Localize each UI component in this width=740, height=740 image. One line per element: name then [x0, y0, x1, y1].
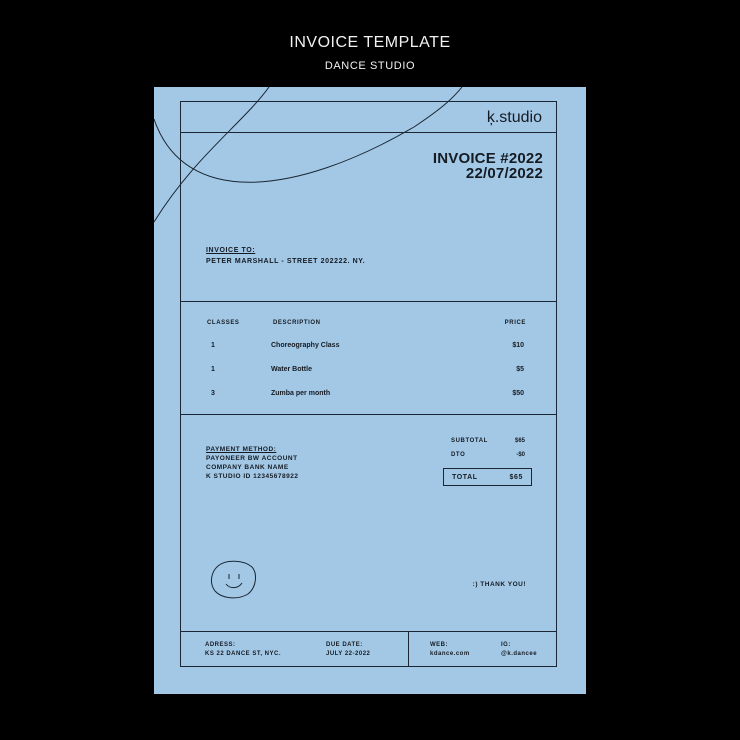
dto-value: -$0: [516, 452, 525, 458]
subtotal-label: SUBTOTAL: [451, 438, 488, 444]
table-row: [181, 342, 556, 354]
divider: [181, 132, 556, 133]
brand-logo: ķ.studio: [486, 109, 542, 126]
smiley-icon: [210, 558, 258, 600]
subtotal-value: $65: [514, 438, 525, 444]
instagram-handle[interactable]: @k.dancee: [501, 651, 538, 657]
total-box: [443, 468, 532, 486]
address-value: KS 22 DANCE ST, NYC.: [205, 651, 282, 657]
dto-label: DTO: [451, 452, 466, 458]
page-subtitle: DANCE STUDIO: [324, 60, 416, 72]
footer-divider: [408, 631, 409, 667]
item-description: Choreography Class: [271, 342, 340, 349]
divider: [181, 301, 556, 302]
web-label: WEB:: [430, 642, 448, 648]
invoice-frame: [180, 101, 557, 667]
bill-to-label: INVOICE TO:: [206, 247, 256, 254]
item-qty: 1: [211, 342, 215, 349]
instagram-label: IG:: [501, 642, 511, 648]
web-link[interactable]: kdance.com: [430, 651, 470, 657]
due-date-label: DUE DATE:: [326, 642, 363, 648]
payment-line: PAYONEER BW ACCOUNT: [206, 455, 298, 462]
invoice-sheet: [154, 87, 586, 694]
item-description: Water Bottle: [271, 366, 312, 373]
thank-you-note: :) THANK YOU!: [472, 581, 526, 588]
page-title: INVOICE TEMPLATE: [289, 34, 451, 51]
table-row: [181, 366, 556, 378]
payment-line: COMPANY BANK NAME: [206, 464, 289, 471]
bill-to-value: PETER MARSHALL - STREET 202222. NY.: [206, 258, 366, 265]
total-label: TOTAL: [452, 474, 478, 481]
payment-line: K STUDIO ID 12345678922: [206, 473, 299, 480]
table-row: [181, 390, 556, 402]
item-price: $5: [516, 366, 524, 373]
due-date-value: JULY 22-2022: [326, 651, 371, 657]
column-header-price: PRICE: [504, 320, 526, 326]
item-qty: 3: [211, 390, 215, 397]
item-price: $10: [512, 342, 524, 349]
column-header-description: DESCRIPTION: [273, 320, 321, 326]
total-value: $65: [509, 474, 523, 481]
item-description: Zumba per month: [271, 390, 331, 397]
divider: [181, 414, 556, 415]
invoice-date: 22/07/2022: [465, 165, 543, 182]
column-header-classes: CLASSES: [207, 320, 240, 326]
invoice-number: INVOICE #2022: [432, 150, 543, 167]
divider: [181, 631, 556, 632]
payment-method-label: PAYMENT METHOD:: [206, 446, 277, 453]
address-label: ADRESS:: [205, 642, 236, 648]
item-price: $50: [512, 390, 524, 397]
item-qty: 1: [211, 366, 215, 373]
